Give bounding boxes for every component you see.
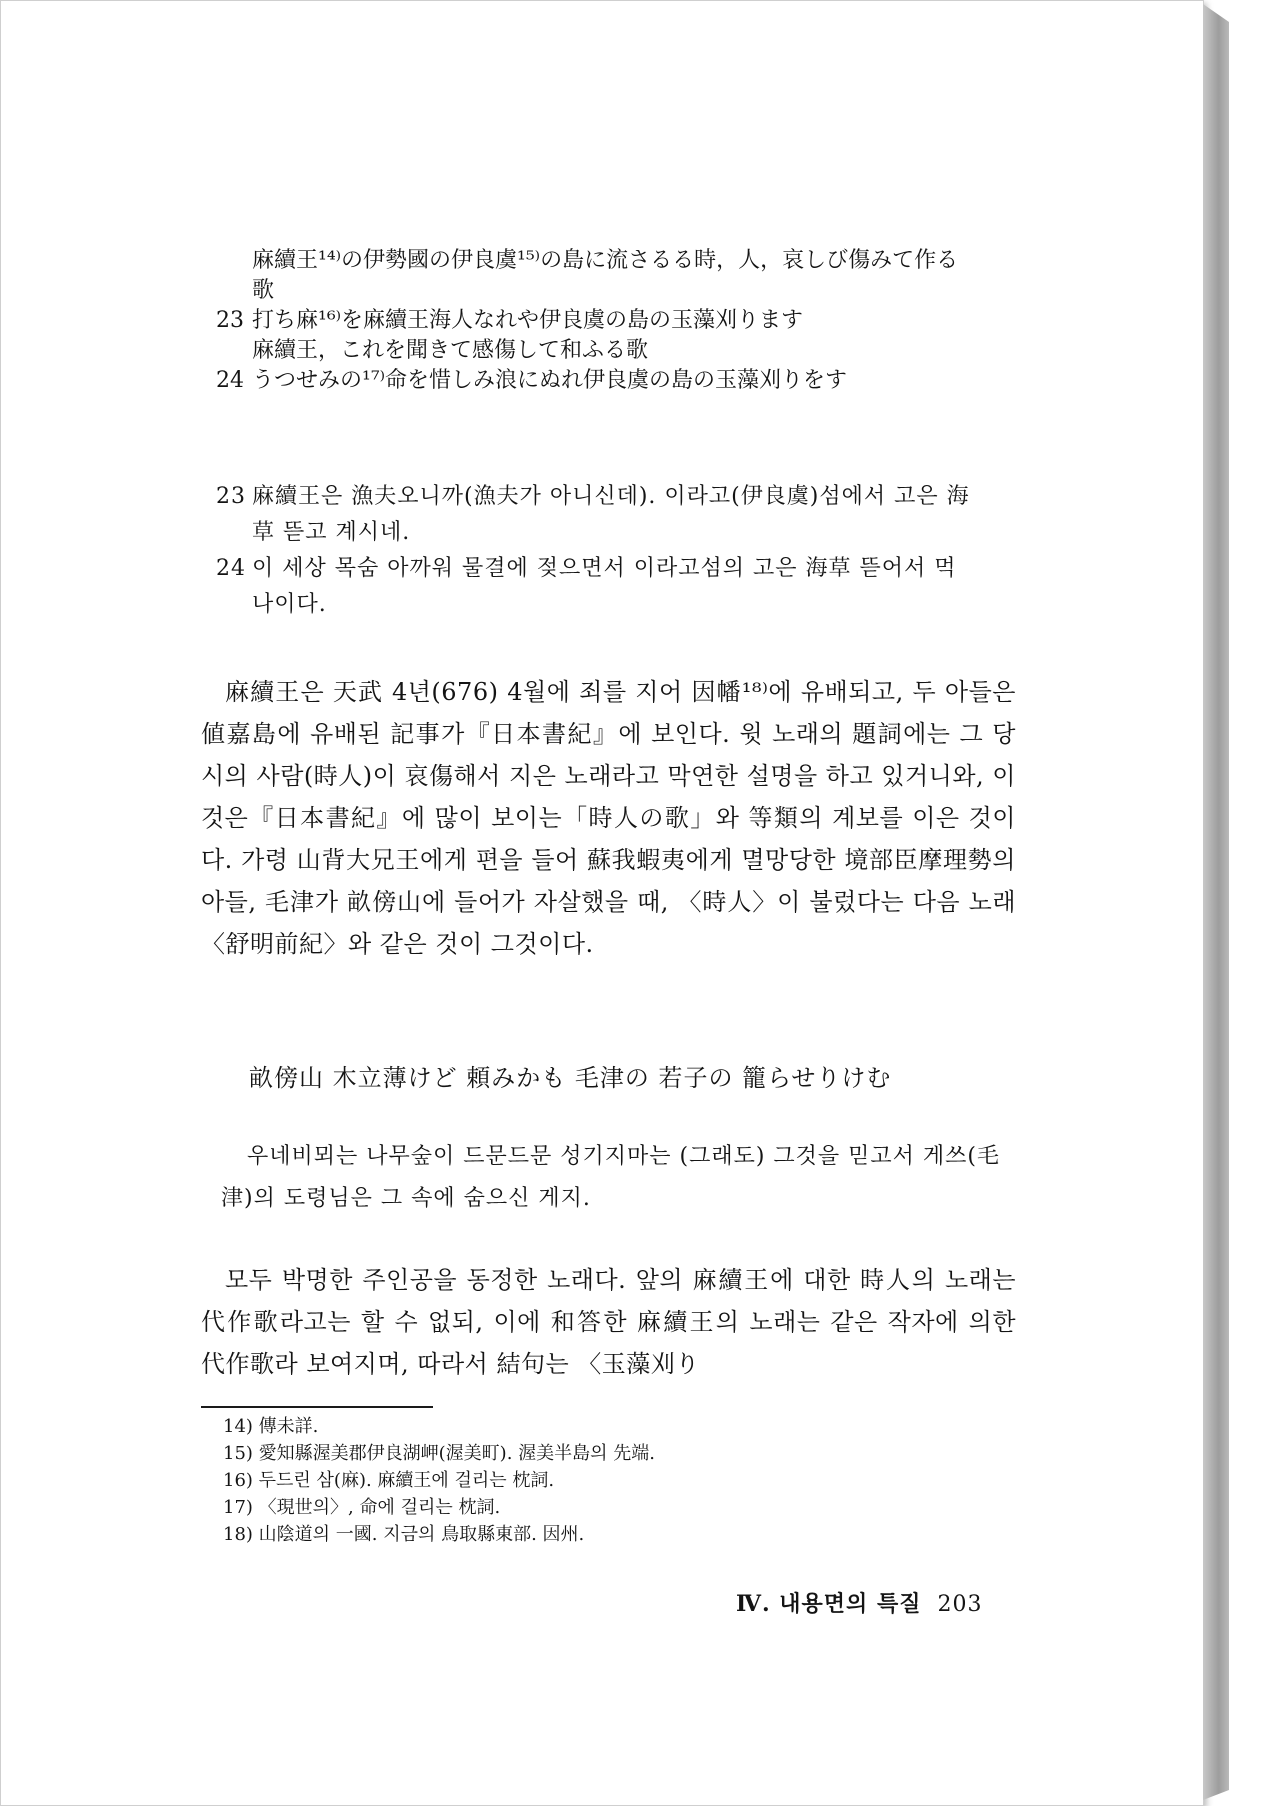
verse-23: [216, 306, 1016, 336]
reply-heading: 麻續王，これを聞きて感傷して和ふる歌: [252, 338, 649, 363]
verse-heading-line1: 麻續王¹⁴⁾の伊勢國の伊良虞¹⁵⁾の島に流さるる時，人，哀しび傷みて作る: [252, 248, 959, 273]
page-number: 203: [937, 1592, 983, 1617]
running-section-title: Ⅳ. 내용면의 특질: [736, 1591, 922, 1617]
running-footer: [736, 1589, 1016, 1620]
footnote-15: 15) 愛知縣渥美郡伊良湖岬(渥美町). 渥美半島의 先端.: [223, 1443, 655, 1464]
translation-24-line1: 이 세상 목숨 아까워 물결에 젖으면서 이라고섬의 고은 海草 뜯어서 먹: [252, 556, 957, 581]
translation-24-number: 24: [216, 556, 246, 581]
footnotes: [223, 1413, 1003, 1548]
quoted-song-translation: 우네비뫼는 나무숲이 드문드문 성기지마는 (그래도) 그것을 믿고서 게쓰(毛津)의 도령님은 그 속에 숨으신 게지.: [221, 1144, 1001, 1211]
footnote-14: 14) 傳未詳.: [223, 1416, 319, 1437]
translation-section: [216, 479, 1026, 623]
verse-heading-line2: 歌: [252, 278, 275, 303]
verse-23-number: 23: [216, 308, 244, 333]
translation-23: [216, 479, 1026, 515]
translation-23-number: 23: [216, 484, 246, 509]
verse-24-text: うつせみの¹⁷⁾命を惜しみ浪にぬれ伊良虞の島の玉藻刈りをす: [252, 368, 848, 393]
footnote-18: 18) 山陰道의 一國. 지금의 鳥取縣東部. 因州.: [223, 1524, 585, 1545]
footnote-16: 16) 두드린 삼(麻). 麻續王에 걸리는 枕詞.: [223, 1470, 555, 1491]
footnote-divider: [201, 1406, 433, 1408]
verse-24-number: 24: [216, 368, 244, 393]
translation-23-line1: 麻續王은 漁夫오니까(漁夫가 아니신데). 이라고(伊良虞)섬에서 고은 海: [252, 484, 970, 509]
verse-23-text: 打ち麻¹⁶⁾を麻續王海人なれや伊良虞の島の玉藻刈ります: [252, 308, 804, 333]
verse-24: [216, 366, 1016, 396]
translation-23-line2: 草 뜯고 계시네.: [252, 520, 411, 545]
quoted-song: 畝傍山 木立薄けど 頼みかも 毛津の 若子の 籠らせりけむ: [249, 1064, 892, 1092]
verse-section: [216, 246, 1016, 396]
footnote-17: 17) 〈現世의〉, 命에 걸리는 枕詞.: [223, 1497, 501, 1518]
body-paragraph-1: 麻續王은 天武 4년(676) 4월에 죄를 지어 因幡¹⁸⁾에 유배되고, 두 아들은 値嘉島에 유배된 記事가『日本書紀』에 보인다. 윗 노래의 題詞에는 그 당시의 사람(時人)이 哀傷해서 지은 노래라고 막연한 설명을 하고 있거니와, 이것은『日本書紀』에 많이 보이는「時人の歌」와 等類의 계보를 이은 것이다. 가령 山背大兄王에게 편을 들어 蘇我蝦夷에게 멸망당한 境部臣摩理勢의 아들, 毛津가 畝傍山에 들어가 자살했을 때, 〈時人〉이 불렀다는 다음 노래〈舒明前紀〉와 같은 것이 그것이다.: [201, 678, 1016, 958]
body-paragraph-2: 모두 박명한 주인공을 동정한 노래다. 앞의 麻續王에 대한 時人의 노래는 代作歌라고는 할 수 없되, 이에 和答한 麻續王의 노래는 같은 작자에 의한 代作歌라 보여지며, 따라서 結句는 〈玉藻刈り: [201, 1266, 1016, 1378]
translation-24-line2: 나이다.: [252, 592, 327, 617]
translation-24: [216, 551, 1026, 587]
page-stack-edge: [1203, 4, 1229, 1800]
